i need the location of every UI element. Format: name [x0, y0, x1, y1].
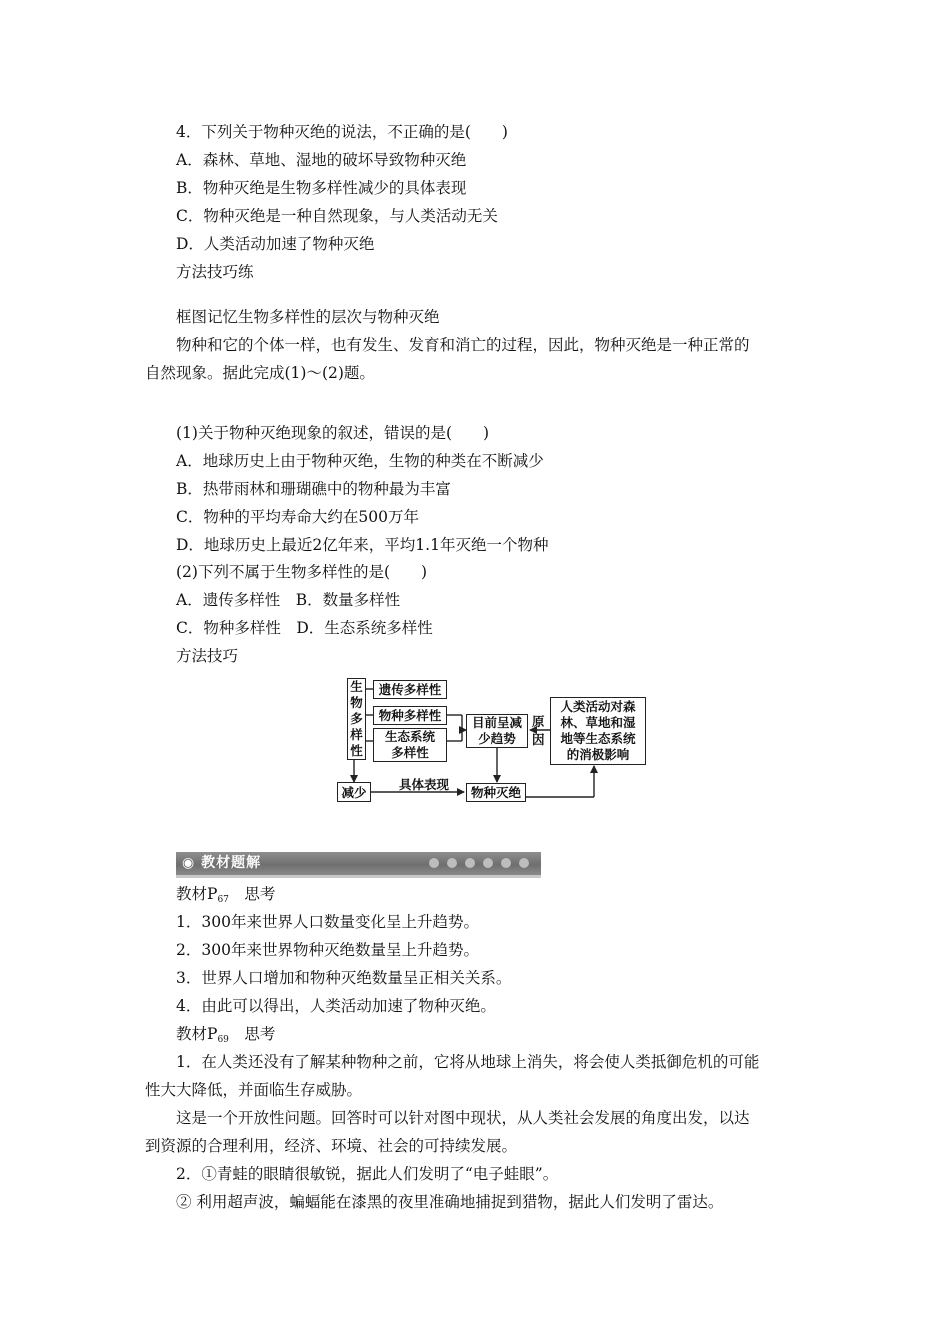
trend-line: 少趋势	[478, 731, 516, 746]
q4-option-d: D．人类活动加速了物种灭绝	[176, 235, 375, 253]
human-impact-line: 地等生态系统	[560, 731, 636, 746]
banner-title: ◉ 教材题解	[182, 855, 262, 871]
practice-heading: 方法技巧练	[176, 263, 254, 281]
q1-stem: (1)关于物种灭绝现象的叙述，错误的是( )	[176, 424, 490, 442]
q4-option-b: B．物种灭绝是生物多样性减少的具体表现	[176, 179, 467, 197]
ecosystem-line: 生态系统	[384, 729, 435, 744]
banner-dot	[465, 858, 475, 868]
p67-suffix: 思考	[228, 885, 276, 903]
q1-option-d: D．地球历史上最近2亿年来，平均1.1年灭绝一个物种	[176, 536, 549, 554]
q1-option-a: A．地球历史上由于物种灭绝，生物的种类在不断减少	[176, 452, 544, 470]
passage-line-2: 自然现象。据此完成(1)～(2)题。	[145, 364, 375, 382]
p69-open-line-1: 这是一个开放性问题。回答时可以针对图中现状，从人类社会发展的角度出发，以达	[176, 1109, 750, 1127]
q4-option-a: A．森林、草地、湿地的破坏导致物种灭绝	[176, 151, 467, 169]
human-impact-line: 人类活动对森	[560, 699, 636, 714]
human-impact-line: 林、草地和湿	[560, 715, 636, 730]
p67-answer-4: 4．由此可以得出，人类活动加速了物种灭绝。	[176, 997, 496, 1015]
q2-stem: (2)下列不属于生物多样性的是( )	[176, 563, 428, 581]
p67-heading	[176, 884, 275, 910]
biodiversity-box	[347, 678, 366, 760]
human-impact-box	[550, 697, 646, 765]
banner-dot	[519, 858, 529, 868]
banner-dot	[429, 858, 439, 868]
banner-dot	[447, 858, 457, 868]
section-banner	[176, 852, 541, 878]
practice-title: 框图记忆生物多样性的层次与物种灭绝	[176, 308, 440, 326]
p67-answer-1: 1．300年来世界人口数量变化呈上升趋势。	[176, 913, 479, 931]
cause-line: 原	[532, 714, 545, 729]
biodiversity-char: 多	[350, 711, 363, 726]
decrease-box: 减少	[337, 782, 371, 802]
tips-heading: 方法技巧	[176, 647, 239, 665]
cause-label	[532, 714, 545, 747]
p69-label: 教材P	[176, 1025, 218, 1043]
p69-page: 69	[217, 1035, 229, 1045]
ecosystem-diversity-box	[373, 728, 447, 762]
biodiversity-char: 样	[350, 727, 363, 742]
banner-dot	[501, 858, 511, 868]
p69-answer-2-line-1: 2．①青蛙的眼睛很敏锐，据此人们发明了“电子蛙眼”。	[176, 1165, 559, 1183]
biodiversity-char: 生	[350, 679, 363, 694]
q2-options-ab: A．遗传多样性 B．数量多样性	[176, 591, 401, 609]
genetic-diversity-box: 遗传多样性	[373, 680, 447, 699]
human-impact-line: 的消极影响	[566, 747, 630, 762]
trend-line: 目前呈减	[471, 715, 522, 730]
p69-answer-1-line-1: 1．在人类还没有了解某种物种之前，它将从地球上消失，将会使人类抵御危机的可能	[176, 1053, 760, 1071]
q1-option-b: B．热带雨林和珊瑚礁中的物种最为丰富	[176, 480, 451, 498]
p69-open-line-2: 到资源的合理利用，经济、环境、社会的可持续发展。	[145, 1137, 518, 1155]
q2-options-cd: C．物种多样性 D．生态系统多样性	[176, 619, 433, 637]
decline-trend-box	[466, 714, 528, 748]
p69-answer-1-line-2: 性大大降低，并面临生存威胁。	[145, 1081, 363, 1099]
biodiversity-char: 物	[350, 695, 363, 710]
p69-answer-2-line-2: ② 利用超声波，蝙蝠能在漆黑的夜里准确地捕捉到猎物，据此人们发明了雷达。	[176, 1193, 724, 1211]
q1-option-c: C．物种的平均寿命大约在500万年	[176, 508, 419, 526]
biodiversity-char: 性	[350, 743, 363, 758]
p67-answer-3: 3．世界人口增加和物种灭绝数量呈正相关关系。	[176, 969, 512, 987]
extinction-box: 物种灭绝	[466, 783, 526, 802]
ecosystem-line: 多样性	[391, 745, 429, 760]
p67-answer-2: 2．300年来世界物种灭绝数量呈上升趋势。	[176, 941, 479, 959]
cause-line: 因	[532, 732, 545, 747]
banner-dot	[483, 858, 493, 868]
species-diversity-box: 物种多样性	[373, 706, 447, 725]
p67-label: 教材P	[176, 885, 218, 903]
q4-option-c: C．物种灭绝是一种自然现象，与人类活动无关	[176, 207, 498, 225]
p69-suffix: 思考	[228, 1025, 276, 1043]
manifestation-label: 具体表现	[399, 777, 450, 792]
passage-line-1: 物种和它的个体一样，也有发生、发育和消亡的过程，因此，物种灭绝是一种正常的	[176, 336, 750, 354]
p67-page: 67	[217, 895, 229, 905]
q4-stem: 4．下列关于物种灭绝的说法，不正确的是( )	[176, 123, 508, 141]
p69-heading	[176, 1024, 275, 1050]
